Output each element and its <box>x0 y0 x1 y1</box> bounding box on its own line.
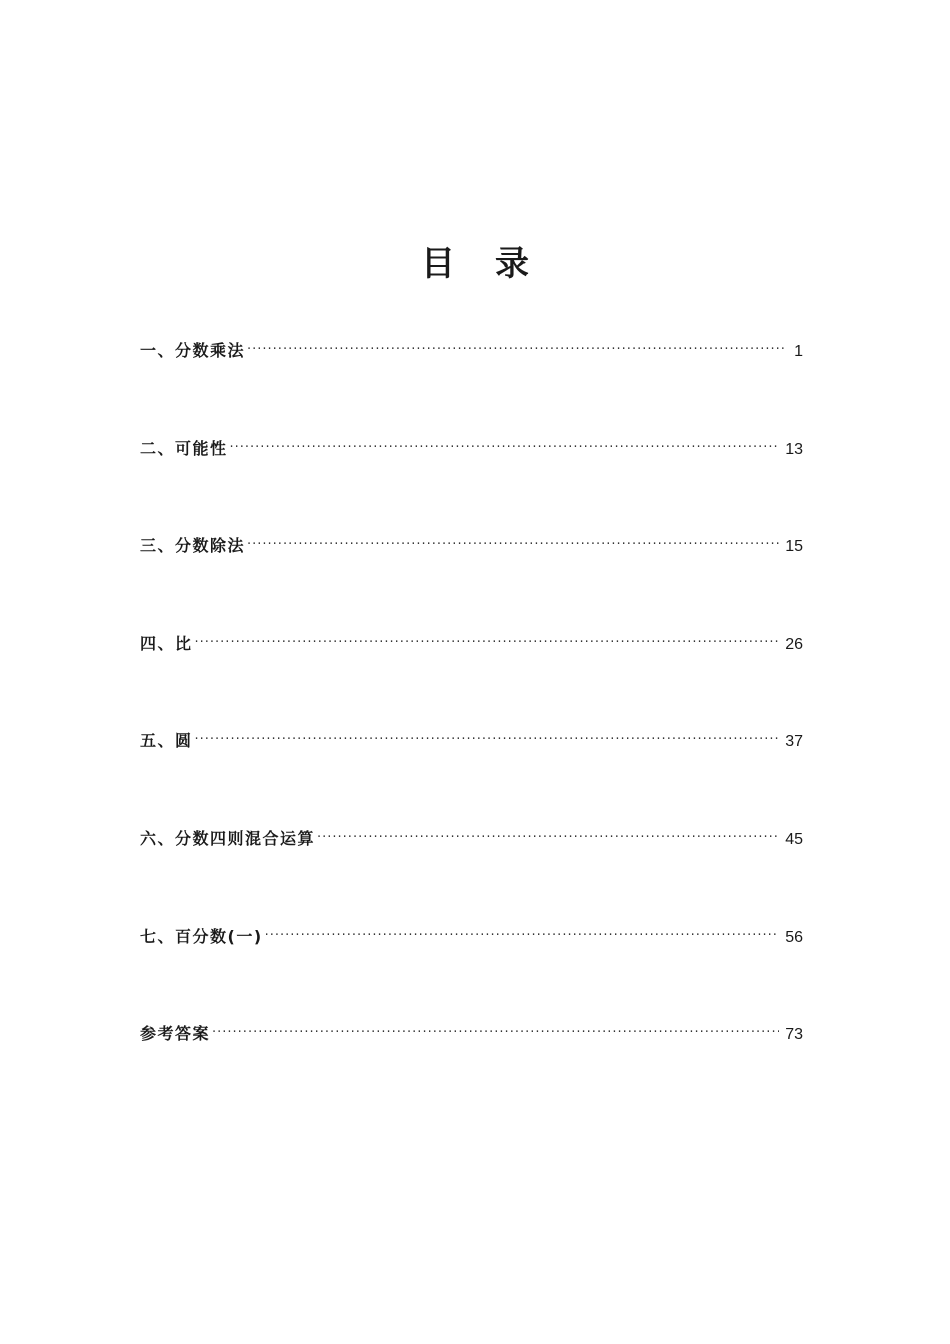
toc-entry[interactable] <box>140 337 803 365</box>
toc-entry-page: 56 <box>785 928 803 946</box>
toc-entry[interactable] <box>140 532 803 560</box>
toc-dot-leader <box>247 336 787 364</box>
toc-entry-page: 1 <box>794 343 803 360</box>
toc-dot-leader <box>265 922 780 950</box>
table-of-contents <box>140 337 803 1118</box>
toc-entry[interactable] <box>140 825 803 853</box>
toc-entry-label: 三、分数除法 <box>140 536 246 556</box>
toc-dot-leader <box>317 824 779 852</box>
toc-entry-page: 45 <box>785 830 803 848</box>
toc-entry-label: 二、可能性 <box>140 438 228 458</box>
toc-entry-page: 73 <box>785 1026 803 1044</box>
toc-entry-label: 七、百分数(一) <box>140 926 263 946</box>
toc-entry-page: 15 <box>785 538 803 556</box>
toc-entry[interactable] <box>140 435 803 463</box>
toc-entry-label: 一、分数乘法 <box>140 341 246 360</box>
toc-entry-label: 五、圆 <box>140 731 193 751</box>
toc-dot-leader <box>212 1019 779 1047</box>
toc-dot-leader <box>247 531 779 559</box>
toc-entry-label: 四、比 <box>140 633 193 653</box>
toc-dot-leader <box>230 434 780 462</box>
toc-entry[interactable] <box>140 1020 803 1048</box>
toc-entry[interactable] <box>140 727 803 755</box>
toc-entry[interactable] <box>140 630 803 658</box>
toc-entry[interactable] <box>140 923 803 951</box>
toc-dot-leader <box>195 726 780 754</box>
toc-entry-page: 13 <box>785 440 803 458</box>
toc-title: 目录 <box>421 244 569 284</box>
toc-entry-label: 六、分数四则混合运算 <box>140 828 316 848</box>
toc-dot-leader <box>195 629 780 657</box>
toc-entry-page: 37 <box>785 733 803 751</box>
toc-entry-label: 参考答案 <box>140 1024 211 1044</box>
toc-entry-page: 26 <box>785 635 803 653</box>
